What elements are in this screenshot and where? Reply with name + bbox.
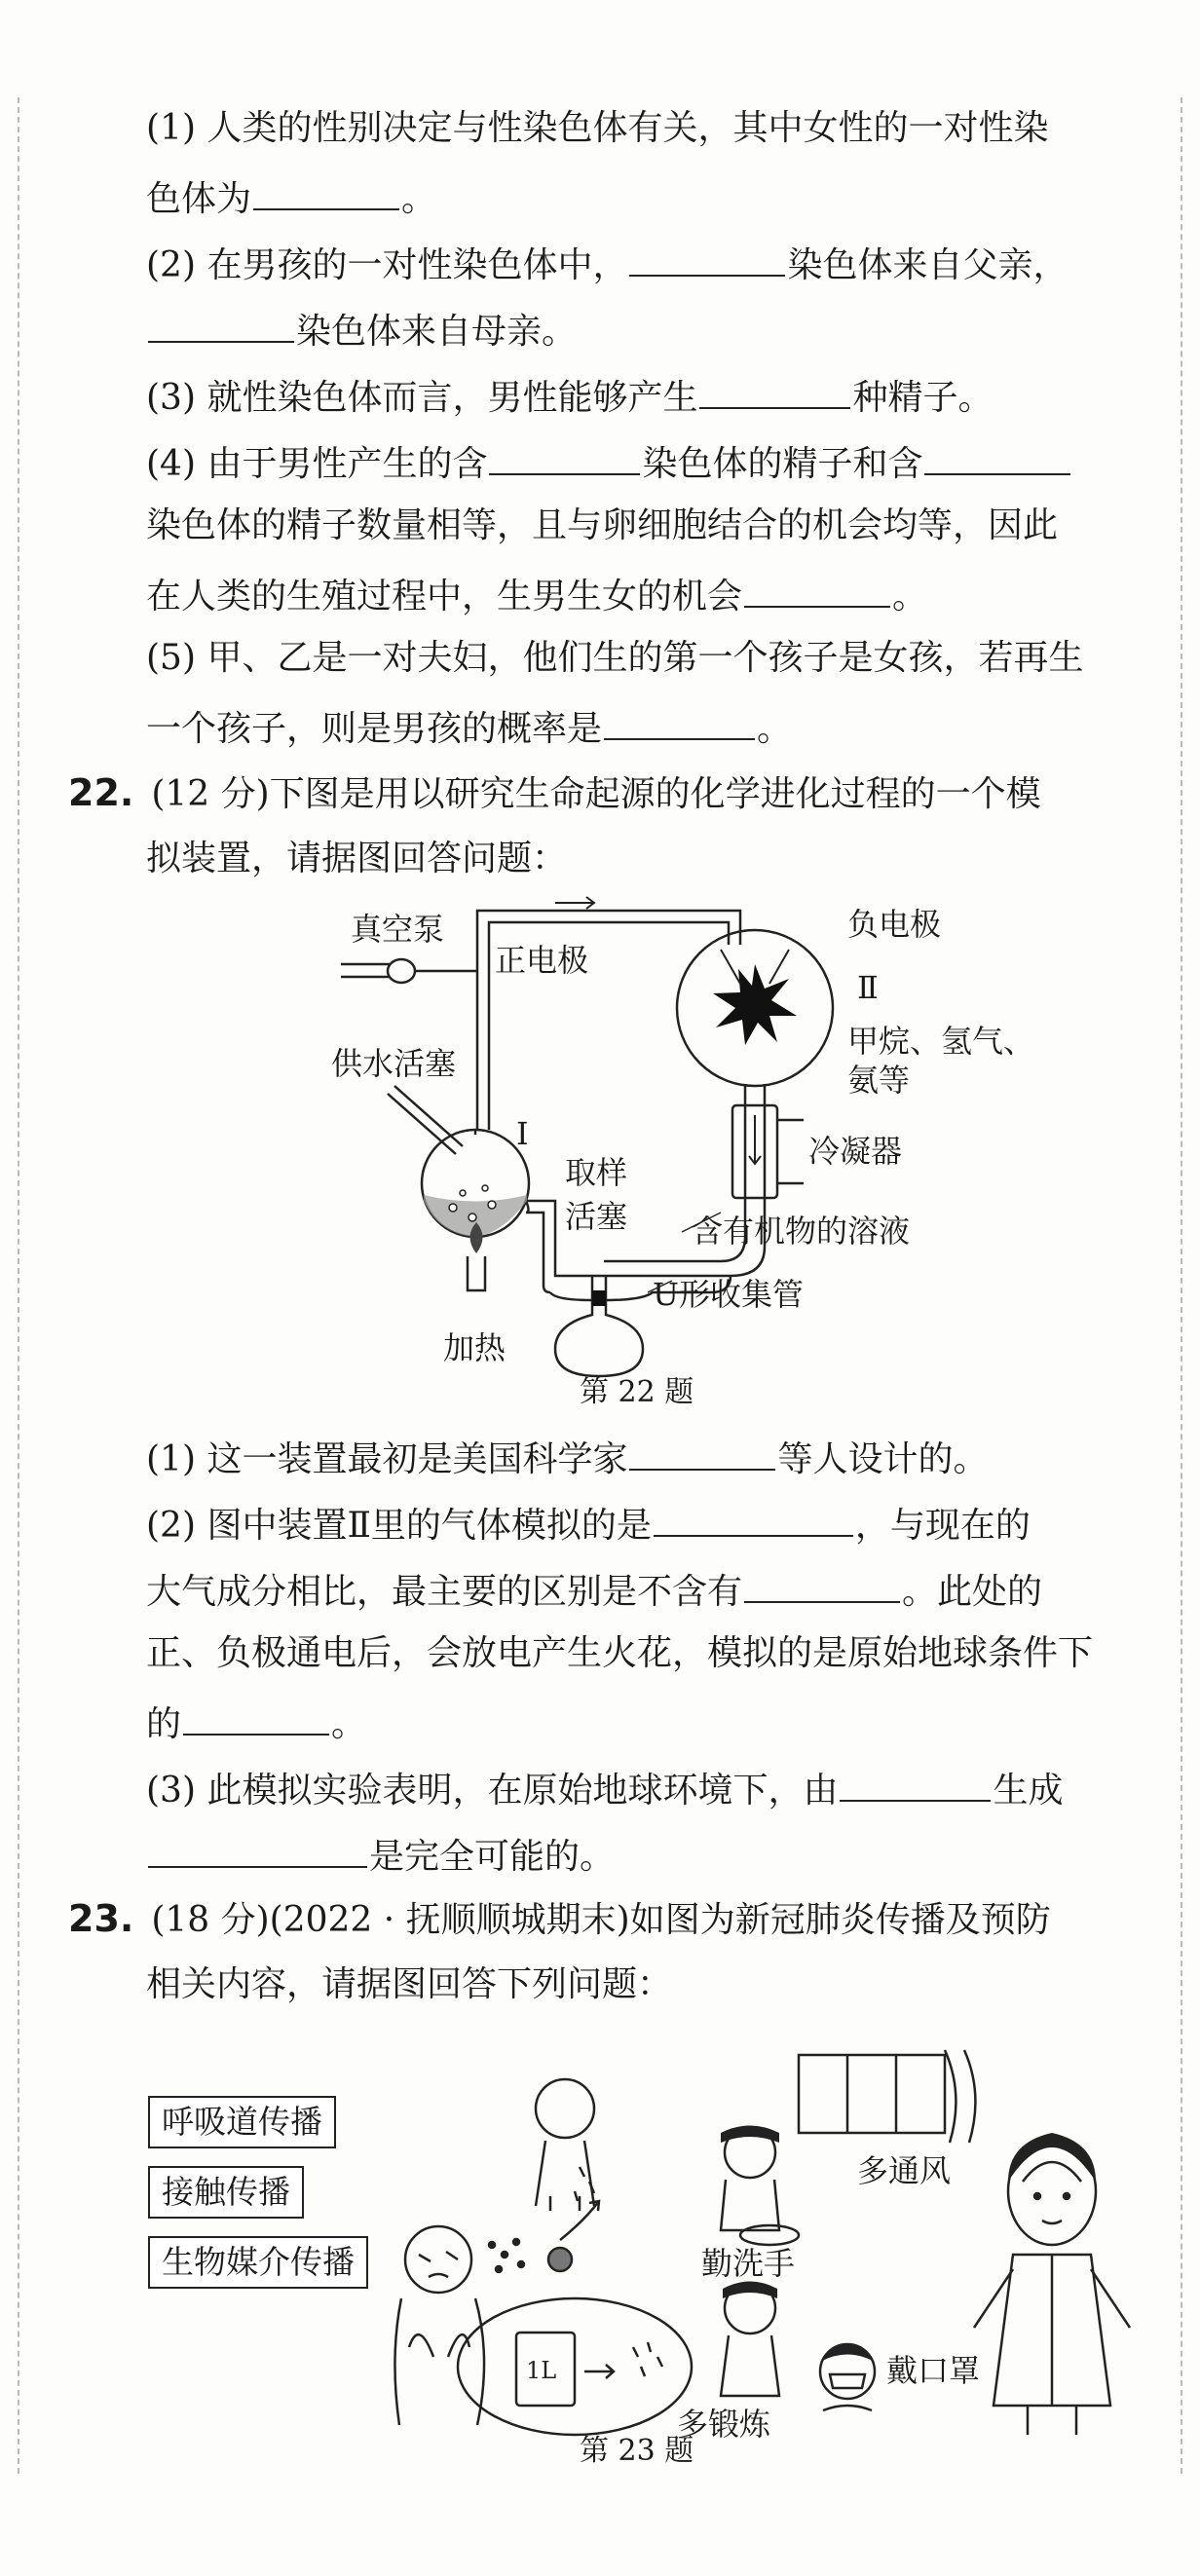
- q21-part4-line2: 染色体的精子数量相等，且与卵细胞结合的机会均等，因此: [146, 505, 1059, 545]
- answer-blank[interactable]: [654, 1498, 853, 1537]
- figure-23-caption: 第 23 题: [580, 2434, 694, 2468]
- cup-label: 1L: [526, 2357, 557, 2384]
- answer-blank[interactable]: [253, 171, 399, 210]
- answer-blank[interactable]: [183, 1697, 329, 1736]
- label-gases-line1: 甲烷、氢气、: [847, 1023, 1035, 1060]
- answer-blank[interactable]: [148, 304, 294, 343]
- answer-blank[interactable]: [744, 569, 890, 608]
- q22-part3-line2: 是完全可能的。: [146, 1829, 615, 1881]
- covid-prevention-illustration: [380, 2035, 1140, 2445]
- answer-blank[interactable]: [744, 1564, 900, 1603]
- q21-part4-line3: 在人类的生殖过程中，生男生女的机会 。: [146, 569, 927, 620]
- route-box-contact: 接触传播: [148, 2166, 304, 2219]
- route-box-vector: 生物媒介传播: [148, 2236, 368, 2289]
- answer-blank[interactable]: [924, 436, 1070, 475]
- answer-blank[interactable]: [629, 238, 785, 277]
- q22-part1: (1) 这一装置最初是美国科学家 等人设计的。: [146, 1432, 988, 1483]
- label-exercise: 多锻炼: [677, 2406, 771, 2443]
- label-sample-line1: 取样: [565, 1154, 628, 1191]
- right-margin-line: [1181, 97, 1182, 2474]
- left-margin-line: [18, 97, 19, 2474]
- label-wash-hands: 勤洗手: [701, 2245, 796, 2282]
- q21-part5-line2: 一个孩子，则是男孩的概率是 。: [146, 701, 792, 753]
- answer-blank[interactable]: [699, 370, 850, 409]
- label-vacuum-pump: 真空泵: [351, 911, 445, 948]
- q21-part1-line2: 色体为 。: [146, 171, 436, 223]
- label-positive-electrode: 正电极: [495, 942, 589, 979]
- q22-part2-line2: 大气成分相比，最主要的区别是不含有 。此处的: [146, 1564, 1042, 1616]
- q21-part2-line2: 染色体来自母亲。: [146, 304, 577, 355]
- question-number: 22.: [68, 771, 134, 814]
- label-device-two: Ⅱ: [857, 969, 879, 1006]
- q21-part3: (3) 就性染色体而言，男性能够产生 种精子。: [146, 370, 993, 422]
- q21-part4-line1: (4) 由于男性产生的含 染色体的精子和含: [146, 436, 1072, 488]
- miller-apparatus-figure: [331, 891, 1035, 1378]
- label-sample-line2: 活塞: [565, 1198, 628, 1235]
- label-wear-mask: 戴口罩: [886, 2352, 981, 2389]
- label-negative-electrode: 负电极: [847, 906, 942, 943]
- label-heating: 加热: [443, 1329, 506, 1366]
- label-u-tube: U形收集管: [653, 1276, 804, 1313]
- label-water-valve: 供水活塞: [331, 1045, 457, 1082]
- label-condenser: 冷凝器: [808, 1133, 903, 1170]
- q22-part3-line1: (3) 此模拟实验表明，在原始地球环境下，由 生成: [146, 1763, 1063, 1814]
- q22-stem-line1: 22. (12 分)下图是用以研究生命起源的化学进化过程的一个模: [68, 771, 1041, 814]
- q21-part1-line1: (1) 人类的性别决定与性染色体有关，其中女性的一对性染: [146, 108, 1049, 148]
- answer-blank[interactable]: [840, 1763, 991, 1802]
- label-solution: 含有机物的溶液: [692, 1213, 911, 1250]
- q23-stem-line2: 相关内容，请据图回答下列问题：: [146, 1964, 673, 2004]
- q21-part5-line1: (5) 甲、乙是一对夫妇，他们生的第一个孩子是女孩，若再生: [146, 638, 1084, 678]
- answer-blank[interactable]: [629, 1432, 775, 1471]
- answer-blank[interactable]: [489, 436, 640, 475]
- question-number: 23.: [68, 1897, 134, 1940]
- route-box-respiratory: 呼吸道传播: [148, 2096, 336, 2148]
- answer-blank[interactable]: [604, 701, 755, 740]
- answer-blank[interactable]: [148, 1829, 367, 1868]
- q22-stem-line2: 拟装置，请据图回答问题：: [146, 839, 568, 878]
- label-ventilate: 多通风: [857, 2152, 952, 2189]
- label-gases-line2: 氨等: [847, 1062, 911, 1099]
- q21-part2-line1: (2) 在男孩的一对性染色体中， 染色体来自父亲，: [146, 238, 1068, 289]
- q22-part2-line4: 的 。: [146, 1697, 366, 1748]
- q22-part2-line1: (2) 图中装置Ⅱ里的气体模拟的是 ，与现在的: [146, 1498, 1031, 1549]
- q22-part2-line3: 正、负极通电后，会放电产生火花，模拟的是原始地球条件下: [146, 1633, 1094, 1673]
- label-device-one: Ⅰ: [516, 1115, 529, 1152]
- q23-stem-line1: 23. (18 分)(2022 · 抚顺顺城期末)如图为新冠肺炎传播及预防: [68, 1897, 1051, 1940]
- figure-22-caption: 第 22 题: [580, 1375, 694, 1409]
